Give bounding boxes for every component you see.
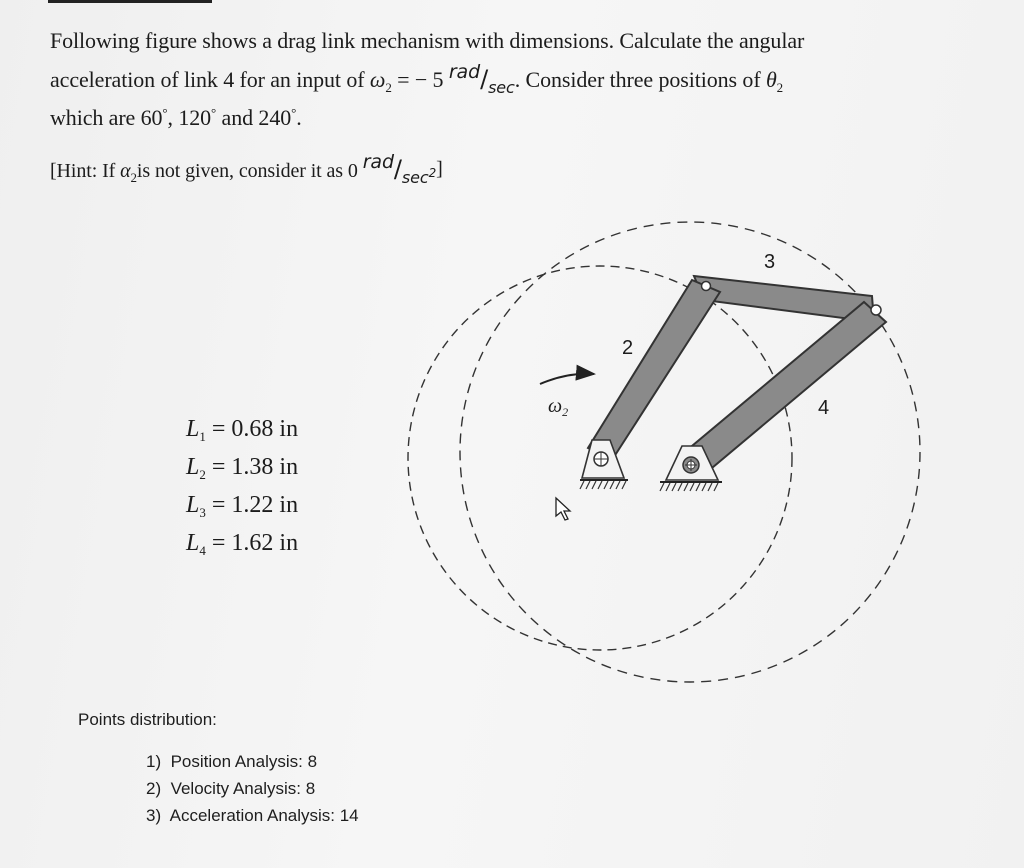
- dim-value: = 1.22 in: [205, 492, 299, 518]
- dim-symbol: L: [186, 492, 200, 518]
- alpha-subscript: 2: [130, 170, 137, 185]
- points-item-num: 1): [146, 752, 162, 771]
- omega-symbol: ω: [369, 67, 386, 92]
- label-link-2: 2: [622, 337, 634, 359]
- unit-denominator: sec: [488, 78, 515, 97]
- dim-value: = 1.38 in: [205, 454, 299, 480]
- dim-subscript: 1: [199, 429, 206, 444]
- dim-subscript: 3: [199, 505, 206, 520]
- label-link-3: 3: [764, 251, 776, 273]
- problem-line-1-text: Following figure shows a drag link mechanism with dimensions. Calculate the angular: [50, 28, 805, 53]
- label-omega-symbol: ω: [548, 395, 563, 417]
- dimension-l2: [186, 454, 298, 483]
- dim-value: = 0.68 in: [205, 416, 299, 442]
- omega-subscript: 2: [385, 80, 392, 95]
- hint-unit: rad/$\sec^2$: [362, 151, 437, 187]
- theta-subscript: 2: [776, 80, 784, 95]
- points-item-1: [146, 752, 317, 772]
- problem-line-2-post: . Consider three positions of: [514, 67, 766, 92]
- points-item-num: 3): [146, 806, 162, 825]
- omega-arrow: [540, 374, 594, 384]
- dim-symbol: L: [186, 530, 200, 556]
- theta-symbol: θ: [765, 67, 777, 92]
- hint-pre: [Hint: If: [50, 160, 121, 182]
- degree-mark-1: °: [162, 105, 168, 120]
- angle-240: and 240: [216, 105, 292, 130]
- points-title: Points distribution:: [78, 710, 217, 729]
- points-item-text: Velocity Analysis: 8: [170, 779, 316, 798]
- points-item-num: 2): [146, 779, 162, 798]
- hint-unit-numerator: rad: [362, 151, 394, 173]
- points-item-3: [146, 806, 359, 826]
- dim-subscript: 2: [199, 467, 206, 482]
- angle-120: , 120: [167, 105, 212, 130]
- dimension-l4: [186, 530, 298, 559]
- omega-value: = − 5: [391, 67, 449, 92]
- joint-2-3: [702, 282, 711, 291]
- link-2-crank: [588, 280, 720, 460]
- label-omega-sub: 2: [562, 405, 569, 419]
- unit-numerator: rad: [448, 61, 481, 83]
- label-omega: [548, 395, 568, 419]
- degree-mark-2: °: [211, 105, 217, 120]
- dim-subscript: 4: [199, 543, 206, 558]
- hint-mid: is not given, consider it as 0: [136, 160, 363, 182]
- unit-rad-per-sec: rad/sec: [448, 61, 515, 97]
- dim-value: = 1.62 in: [205, 530, 299, 556]
- problem-line-3-end: .: [296, 105, 302, 130]
- hint-end: ]: [436, 158, 443, 180]
- dimension-l1: [186, 416, 298, 445]
- points-item-2: [146, 779, 315, 799]
- problem-line-2-pre: acceleration of link 4 for an input of: [50, 67, 370, 92]
- angle-60: which are 60: [50, 105, 163, 130]
- hint-unit-den-sup: 2: [428, 166, 437, 180]
- points-item-text: Acceleration Analysis: 14: [169, 806, 359, 825]
- dim-symbol: L: [186, 416, 200, 442]
- hint-unit-den-text: sec: [401, 168, 429, 187]
- points-item-text: Position Analysis: 8: [170, 752, 318, 771]
- alpha-symbol: α: [120, 160, 131, 182]
- dimension-l3: [186, 492, 298, 521]
- dim-symbol: L: [186, 454, 200, 480]
- cursor-icon: [556, 498, 570, 520]
- label-link-4: 4: [818, 397, 830, 419]
- link-4-follower: [680, 302, 886, 478]
- degree-mark-3: °: [291, 105, 297, 120]
- joint-3-4: [871, 305, 881, 315]
